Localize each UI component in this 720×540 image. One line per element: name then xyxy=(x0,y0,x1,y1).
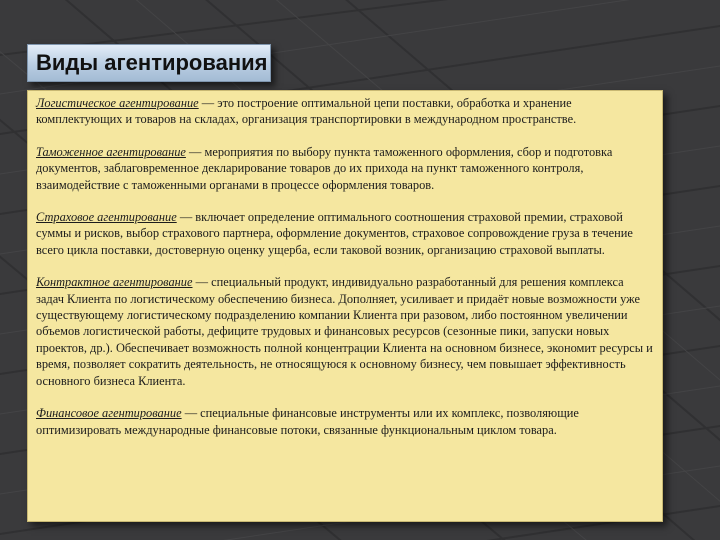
term-logistic: Логистическое агентирование xyxy=(36,96,199,110)
definition-financial: — специальные финансовые инструменты или их комплекс, позволяющие оптимизировать международные финансовые потоки, связанные функциональным циклом товара. xyxy=(36,406,579,437)
slide-title: Виды агентирования xyxy=(36,50,268,75)
term-customs: Таможенное агентирование xyxy=(36,144,186,159)
paragraph-financial xyxy=(36,405,654,438)
definition-logistic: — это построение оптимальной цепи поставки, обработка и хранение комплектующих и товаров на складах, организация транспортировки в международном пространстве. xyxy=(36,96,577,127)
definition-contract: — специальный продукт, индивидуально разработанный для решения комплекса задач Клиента по логистическому обеспечению бизнеса. Дополняет, усиливает и придаёт новые возможности уже существующему логистическому подразделению компании Клиента при разовом, либо постоянном увеличении объемов логистической работы, дефиците трудовых и финансовых ресурсов (сезонные пики, запуски новых проектов, др.). Обеспечивает возможность полной концентрации Клиента на основном бизнесе, экономит ресурсы и время, позволяет сократить деятельность, не относящуюся к основному бизнесу, чем повышает эффективность основного бизнеса Клиента. xyxy=(36,275,653,388)
paragraph-customs xyxy=(36,144,654,193)
definition-insurance: — включает определение оптимального соотношения страховой премии, страховой суммы и рисков, выбор страхового партнера, оформление документов, страховое сопровождение груза в течение всего цикла поставки, достоверную оценку ущерба, если таковой возник, организацию страховой выплаты. xyxy=(36,210,633,257)
paragraph-insurance xyxy=(36,209,654,258)
term-insurance: Страховое агентирование xyxy=(36,210,177,225)
term-financial: Финансовое агентирование xyxy=(36,406,182,421)
definition-customs: — мероприятия по выбору пункта таможенного оформления, сбор и подготовка документов, заблаговременное декларирование товаров до их прихода на пункт таможенного контроля, взаимодействие с таможенными органами в процессе оформления товаров. xyxy=(36,144,613,192)
paragraph-contract xyxy=(36,274,654,389)
content-panel xyxy=(27,90,663,522)
slide-title-box xyxy=(27,44,271,82)
paragraph-logistic xyxy=(36,95,654,128)
term-contract: Контрактное агентирование xyxy=(36,275,193,290)
